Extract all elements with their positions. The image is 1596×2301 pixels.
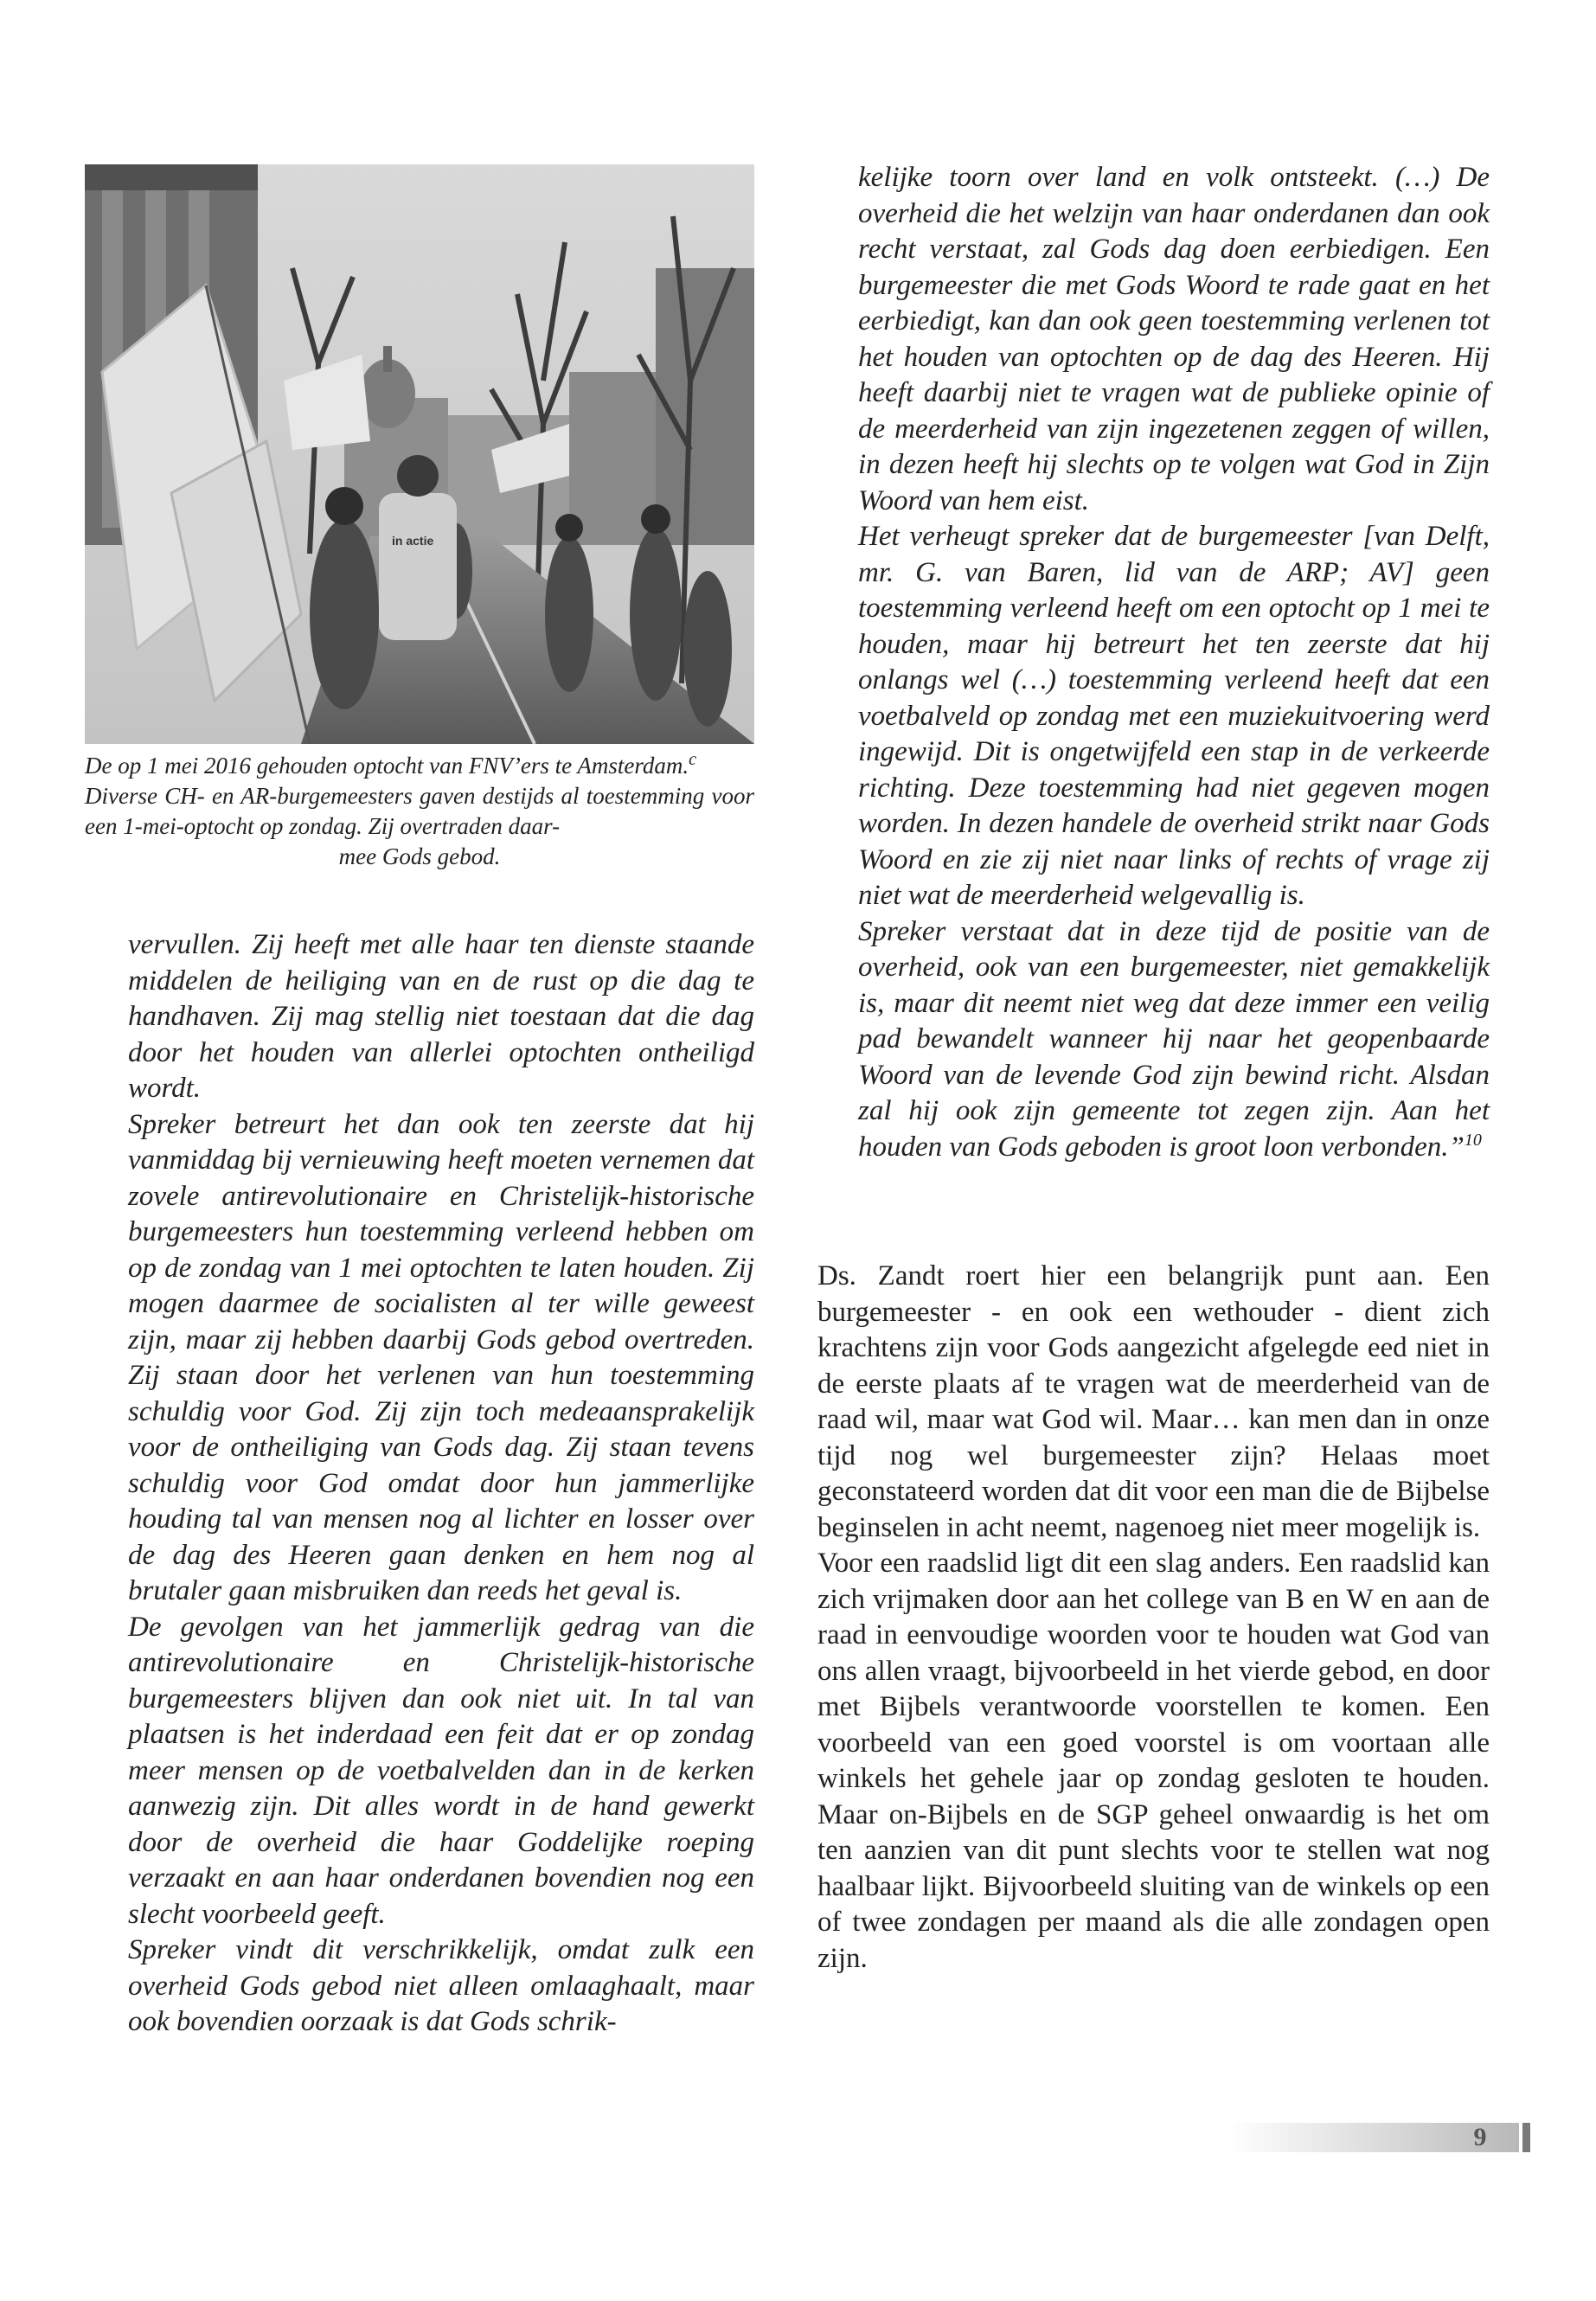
- caption-text-1: De op 1 mei 2016 gehouden optocht van FNV’ers te Amsterdam.: [85, 753, 689, 779]
- photo-image: [85, 164, 754, 744]
- footnote-ref-10: 10: [1464, 1130, 1482, 1150]
- caption-line-2: Diverse CH- en AR-burgemeesters gaven destijds al toestemming voor een 1-mei-optocht op zondag. Zij overtraden daar-: [85, 783, 754, 839]
- vest-text: in actie: [392, 534, 434, 548]
- left-paragraph-2: Spreker betreurt het dan ook ten zeerste dat hij vanmiddag bij vernieuwing heeft moeten vernemen dat zovele antirevolutionaire en Christelijk-historische burgemeesters hun toestemming verleend hebben om op de zondag van 1 mei optochten te laten houden. Zij mogen daarmee de socialisten al ter wille geweest zijn, maar zij hebben daarbij Gods gebod overtreden. Zij staan door het verlenen van hun toestemming schuldig voor God. Zij zijn toch medeaansprakelijk voor de ontheiliging van Gods dag. Zij staan tevens schuldig voor God omdat door hun jammerlijke houding tal van mensen nog al lichter en losser over de dag des Heeren gaan denken en hem nog al brutaler gaan misbruiken dan reeds het geval is.: [128, 1108, 754, 1606]
- caption-footnote: c: [689, 750, 697, 769]
- caption-line-3: mee Gods gebod.: [338, 843, 501, 869]
- right-quote-paragraph-3: [858, 914, 1490, 1166]
- page-tab-marker: [1522, 2123, 1530, 2152]
- left-paragraph-3: De gevolgen van het jammerlijk gedrag van die antirevolutionaire en Christelijk-historische burgemeesters blijven dan ook niet uit. In tal van plaatsen is het inderdaad een feit dat er op zondag meer mensen op de voetbalvelden dan in de kerken aanwezig zijn. Dit alles wordt in de hand gewerkt door de overheid die haar Goddelijke roeping verzaakt en aan haar onderdanen bovendien nog een slecht voorbeeld geeft.: [128, 1611, 754, 1930]
- body-paragraph-2: Voor een raadslid ligt dit een slag anders. Een raadslid kan zich vrijmaken door aan het college van B en W en aan de raad in eenvoudige woorden voor te houden wat God van ons allen vraagt, bijvoorbeeld in het vierde gebod, en door met Bijbels verantwoorde voorstellen te komen. Een voorbeeld van een goed voorstel is om voortaan alle winkels het gehele jaar op zondag gesloten te houden. Maar on-Bijbels en de SGP geheel onwaardig is het om ten aanzien van dit punt slechts voor te stellen wat nog haalbaar lijkt. Bijvoorbeeld sluiting van de winkels op een of twee zondagen per maand als die alle zondagen open zijn.: [817, 1548, 1490, 1974]
- left-paragraph-4: Spreker vindt dit verschrikkelijk, omdat zulk een overheid Gods gebod niet alleen omlaaghaalt, maar ook bovendien oorzaak is dat Gods schrik-: [128, 1934, 754, 2037]
- left-column-quote: [128, 927, 754, 2041]
- photo-caption: [85, 751, 754, 872]
- left-paragraph-1: vervullen. Zij heeft met alle haar ten dienste staande middelen de heiliging van en de rust op die dag te handhaven. Zij mag stellig niet toestaan dat die dag door het houden van allerlei optochten ontheiligd wordt.: [128, 929, 754, 1104]
- march-photo: [85, 164, 754, 744]
- body-paragraph-1: Ds. Zandt roert hier een belangrijk punt aan. Een burgemeester - en ook een wethouder - dient zich krachtens zijn voor Gods aangezicht afgelegde eed niet in de eerste plaats af te vragen wat de meerderheid van de raad wil, maar wat God wil. Maar… kan men dan in onze tijd nog wel burgemeester zijn? Helaas moet geconstateerd worden dat dit voor een man die de Bijbelse beginselen in acht neemt, nagenoeg niet meer mogelijk is.: [817, 1260, 1490, 1543]
- right-quote-paragraph-1: kelijke toorn over land en volk ontsteekt. (…) De overheid die het welzijn van haar onderdanen dan ook recht verstaat, zal Gods dag doen eerbiedigen. Een burgemeester die met Gods Woord te rade gaat en het eerbiedigt, kan dan ook geen toestemming verlenen tot het houden van optochten op de dag des Heeren. Hij heeft daarbij niet te vragen wat de publieke opinie of de meerderheid van zijn ingezetenen zeggen of willen, in dezen heeft hij slechts op te volgen wat God in Zijn Woord van hem eist.: [858, 162, 1490, 516]
- page-number: 9: [1473, 2123, 1487, 2151]
- right-column-quote: [858, 160, 1490, 1165]
- right-quote-paragraph-2: Het verheugt spreker dat de burgemeester [van Delft, mr. G. van Baren, lid van de ARP; AV] geen toestemming verleend heeft om een optocht op 1 mei te houden, maar hij betreurt het ten zeerste dat hij onlangs wel (…) toestemming verleend heeft dat een voetbalveld op zondag met een muziekuitvoering werd ingewijd. Dit is ongetwijfeld een stap in de verkeerde richting. Deze toestemming had niet gegeven mogen worden. In dezen handele de overheid strikt naar Gods Woord en zie zij niet naar links of rechts of vrage zij niet wat de meerderheid welgevallig is.: [858, 521, 1490, 911]
- right-column-body: [817, 1259, 1490, 1977]
- caption-line-1: [85, 751, 754, 781]
- right-quote-text-3: Spreker verstaat dat in deze tijd de positie van de overheid, ook van een burgemeester, niet gemakkelijk is, maar dit neemt niet weg dat deze immer een veilig pad bewandelt wanneer hij naar het geopenbaarde Woord van de levende God zijn bewind richt. Alsdan zal hij ook zijn gemeente tot zegen zijn. Aan het houden van Gods geboden is groot loon verbonden.”: [858, 915, 1490, 1163]
